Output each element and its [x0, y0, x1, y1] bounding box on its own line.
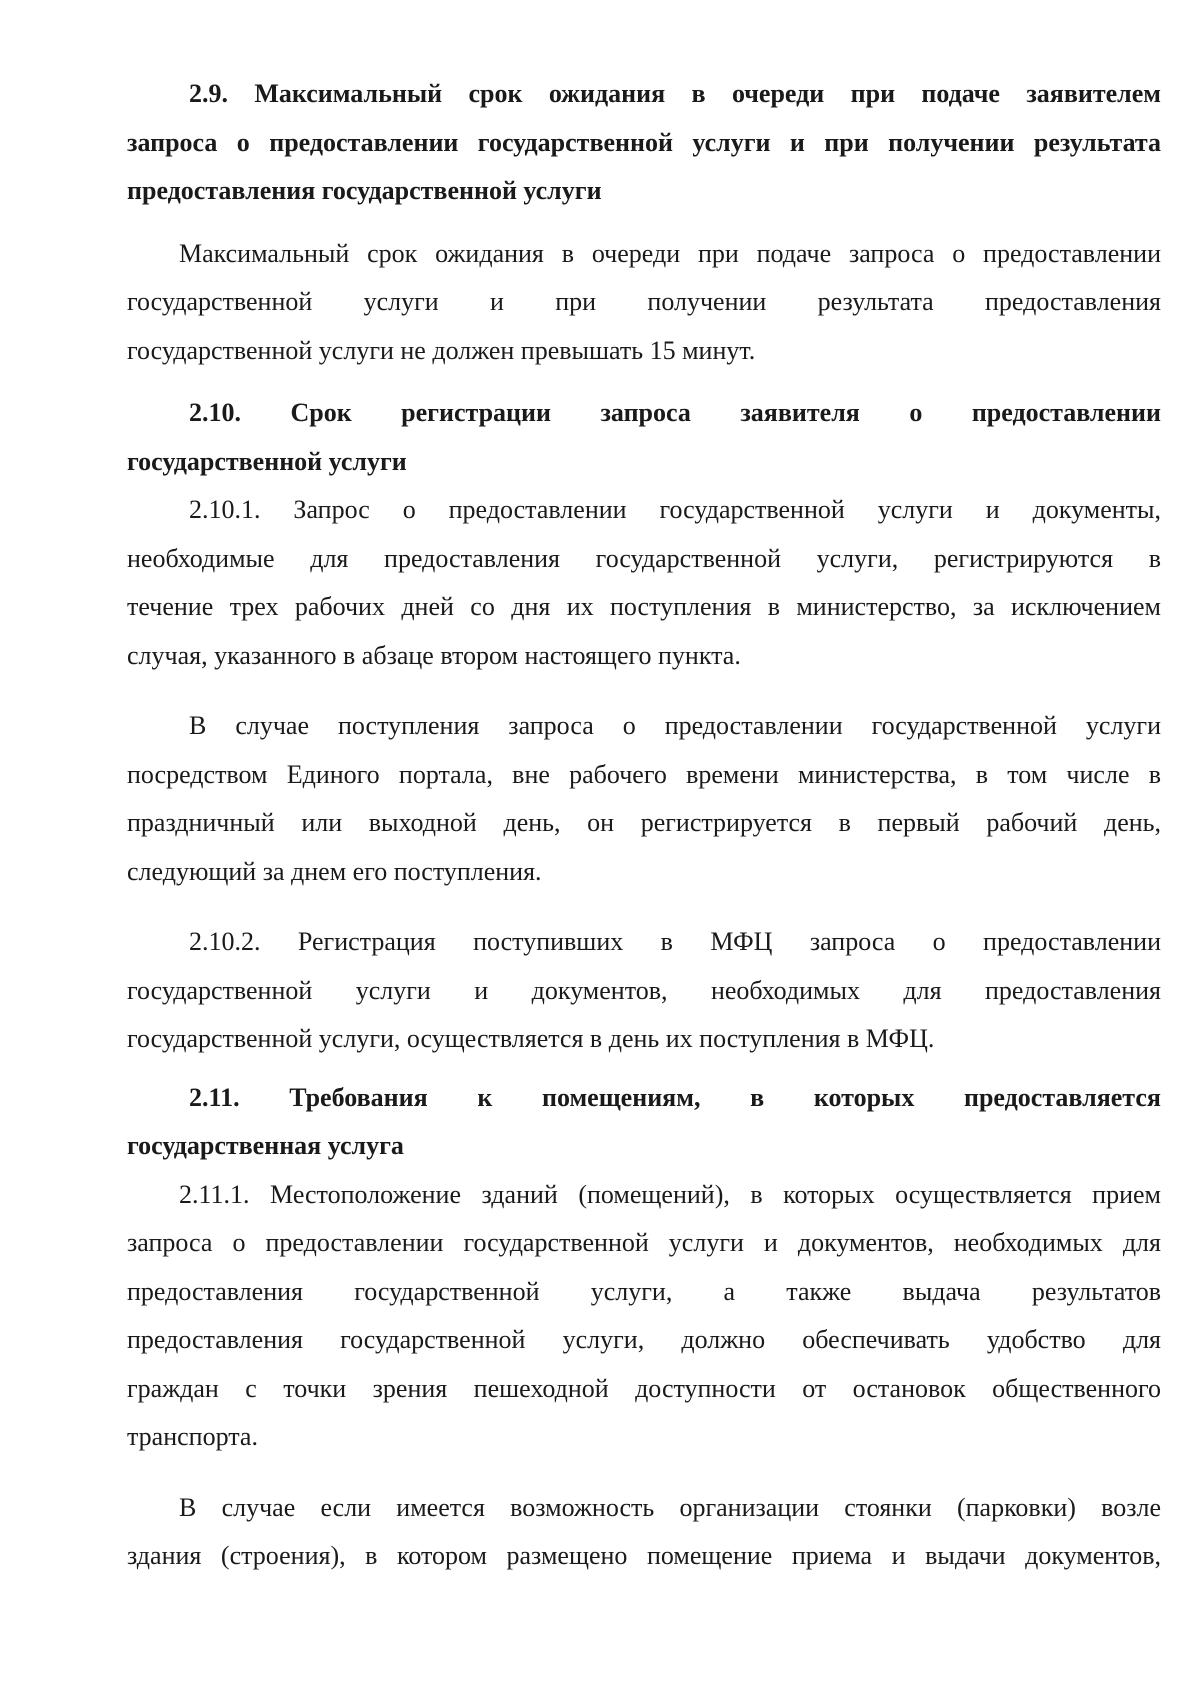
heading-line: запроса о предоставлении государственной услуги и при получении результата	[127, 127, 1161, 157]
section-2-11-heading	[127, 1074, 1161, 1171]
paragraph-line: следующий за днем его поступления.	[127, 856, 542, 886]
paragraph-line: случая, указанного в абзаце втором настоящего пункта.	[127, 640, 741, 670]
section-2-10-1-paragraph	[127, 486, 1161, 680]
paragraph-line: праздничный или выходной день, он регистрируется в первый рабочий день,	[127, 808, 1161, 837]
paragraph-line: посредством Единого портала, вне рабочего времени министерства, в том числе в	[127, 759, 1161, 789]
heading-line: предоставления государственной услуги	[127, 176, 602, 205]
heading-line: 2.10. Срок регистрации запроса заявителя о предоставлении	[189, 398, 1161, 427]
paragraph-line: граждан с точки зрения пешеходной доступности от остановок общественного	[127, 1373, 1161, 1403]
section-2-10-paragraph-2	[127, 702, 1161, 896]
paragraph-line: В случае поступления запроса о предоставлении государственной услуги	[189, 711, 1161, 740]
paragraph-line: 2.11.1. Местоположение зданий (помещений), в которых осуществляется прием	[179, 1179, 1161, 1209]
paragraph-line: предоставления государственной услуги, а также выдача результатов	[127, 1276, 1161, 1306]
paragraph-line: здания (строения), в котором размещено помещение приема и выдачи документов,	[127, 1541, 1161, 1570]
paragraph-line: государственной услуги и документов, необходимых для предоставления	[127, 975, 1161, 1005]
paragraph-line: государственной услуги не должен превышать 15 минут.	[127, 335, 756, 365]
paragraph-line: Максимальный срок ожидания в очереди при подаче запроса о предоставлении	[179, 238, 1161, 268]
heading-line: 2.9. Максимальный срок ожидания в очереди при подаче заявителем	[189, 79, 1161, 108]
paragraph-line: течение трех рабочих дней со дня их поступления в министерство, за исключением	[127, 592, 1161, 621]
section-2-10-heading	[127, 389, 1161, 486]
paragraph-line: государственной услуги, осуществляется в день их поступления в МФЦ.	[127, 1024, 935, 1053]
heading-line: государственная услуга	[127, 1131, 404, 1160]
paragraph-line: государственной услуги и при получении результата предоставления	[127, 287, 1161, 316]
paragraph-line: транспорта.	[127, 1422, 258, 1451]
section-2-11-paragraph-2	[127, 1484, 1161, 1581]
paragraph-line: необходимые для предоставления государственной услуги, регистрируются в	[127, 543, 1161, 573]
paragraph-line: предоставления государственной услуги, должно обеспечивать удобство для	[127, 1325, 1161, 1354]
section-2-9-heading	[127, 70, 1161, 216]
heading-line: 2.11. Требования к помещениям, в которых предоставляется	[189, 1082, 1161, 1112]
paragraph-line: В случае если имеется возможность организации стоянки (парковки) возле	[179, 1492, 1161, 1522]
section-2-9-paragraph	[127, 230, 1161, 376]
section-2-10-2-paragraph	[127, 918, 1161, 1064]
paragraph-line: 2.10.2. Регистрация поступивших в МФЦ запроса о предоставлении	[189, 927, 1161, 956]
document-page	[127, 70, 1161, 1581]
heading-line: государственной услуги	[127, 446, 407, 476]
section-2-11-1-paragraph	[127, 1171, 1161, 1462]
paragraph-line: 2.10.1. Запрос о предоставлении государственной услуги и документы,	[189, 495, 1161, 524]
paragraph-line: запроса о предоставлении государственной услуги и документов, необходимых для	[127, 1228, 1161, 1257]
